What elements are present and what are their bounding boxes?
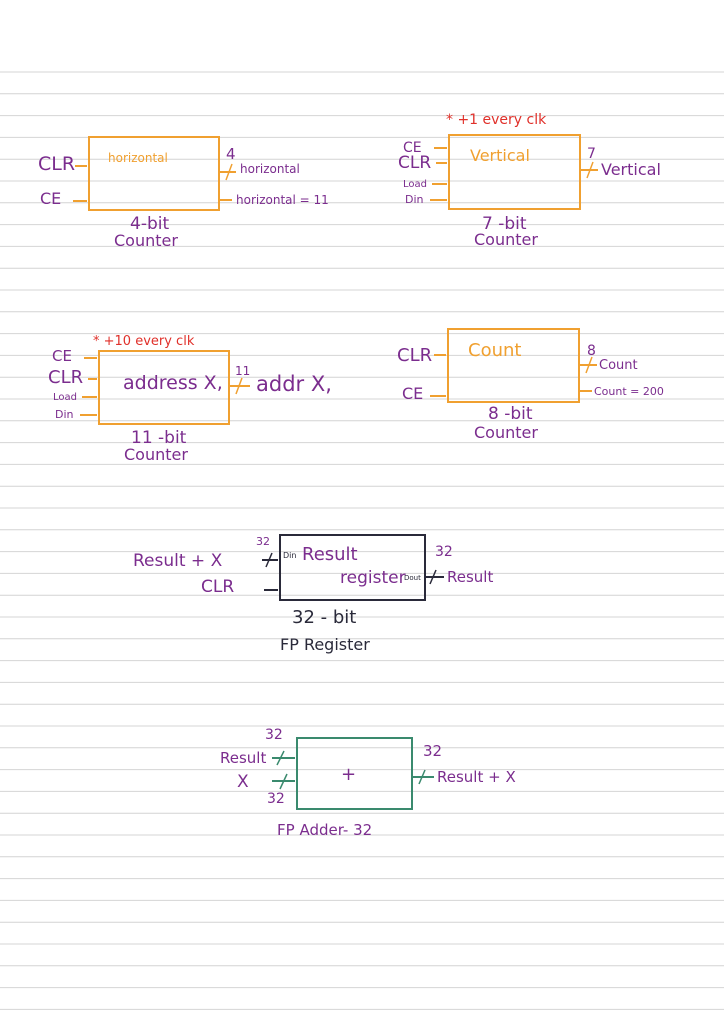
register-input-data: Result + X	[133, 551, 223, 571]
count-input-clr: CLR	[397, 345, 433, 366]
count-caption-type: Counter	[474, 423, 538, 442]
address-input-ce: CE	[52, 347, 72, 365]
register-output-name: Result	[447, 568, 494, 586]
address-input-clr: CLR	[48, 367, 84, 388]
register-output-width: 32	[435, 544, 453, 560]
register-port-out: Dout	[404, 574, 421, 582]
horizontal-bus-width: 4	[226, 145, 236, 163]
vertical-output-name: Vertical	[601, 160, 661, 179]
ruled-lines	[0, 72, 724, 1009]
address-inner-label: address X,	[123, 372, 223, 394]
count-inner-label: Count	[468, 340, 522, 361]
vertical-input-load: Load	[403, 179, 427, 190]
vertical-inner-label: Vertical	[470, 146, 530, 165]
result-register	[133, 535, 493, 654]
horizontal-caption-type: Counter	[114, 231, 178, 250]
vertical-input-din: Din	[405, 193, 424, 206]
adder-output-width: 32	[423, 742, 443, 760]
address-note: * +10 every clk	[93, 334, 195, 349]
vertical-note: * +1 every clk	[446, 112, 547, 128]
register-inner-label-1: Result	[302, 544, 358, 565]
vertical-input-clr: CLR	[398, 153, 432, 173]
adder-input-a: Result	[220, 749, 267, 767]
vertical-input-ce: CE	[403, 140, 422, 156]
register-input-width: 32	[256, 535, 270, 548]
address-caption-width: 11 -bit	[131, 428, 187, 448]
count-output-name: Count	[599, 358, 638, 373]
address-caption-type: Counter	[124, 445, 188, 464]
horizontal-caption-width: 4-bit	[130, 214, 170, 234]
horizontal-counter	[38, 137, 329, 250]
count-caption-width: 8 -bit	[488, 404, 533, 424]
address-bus-width: 11	[235, 364, 251, 378]
adder-input-a-width: 32	[265, 727, 283, 743]
adder-input-b-width: 32	[267, 791, 285, 807]
horizontal-output-flag: horizontal = 11	[236, 193, 329, 207]
address-output-name: addr X,	[256, 372, 332, 396]
address-input-load: Load	[53, 392, 77, 403]
fp-adder	[220, 727, 516, 839]
adder-operator: +	[341, 764, 357, 785]
register-inner-label-2: register	[340, 568, 406, 588]
count-input-ce: CE	[402, 384, 424, 403]
horizontal-input-ce: CE	[40, 189, 62, 208]
register-input-clr: CLR	[201, 577, 235, 597]
register-caption-type: FP Register	[280, 635, 370, 654]
horizontal-output-name: horizontal	[240, 162, 300, 176]
adder-output-name: Result + X	[437, 768, 516, 786]
address-input-din: Din	[55, 408, 74, 421]
horizontal-inner-label: horizontal	[108, 151, 168, 165]
vertical-caption-width: 7 -bit	[482, 214, 527, 234]
vertical-bus-width: 7	[587, 146, 596, 162]
register-caption-width: 32 - bit	[292, 607, 357, 628]
horizontal-input-clr: CLR	[38, 153, 76, 175]
count-output-flag: Count = 200	[594, 385, 664, 398]
adder-input-b: X	[237, 772, 249, 792]
count-counter	[397, 329, 664, 442]
count-bus-width: 8	[587, 343, 596, 359]
register-port-in: Din	[283, 551, 297, 560]
adder-caption: FP Adder- 32	[277, 821, 373, 839]
horizontal-counter-box	[89, 137, 219, 210]
vertical-caption-type: Counter	[474, 230, 538, 249]
